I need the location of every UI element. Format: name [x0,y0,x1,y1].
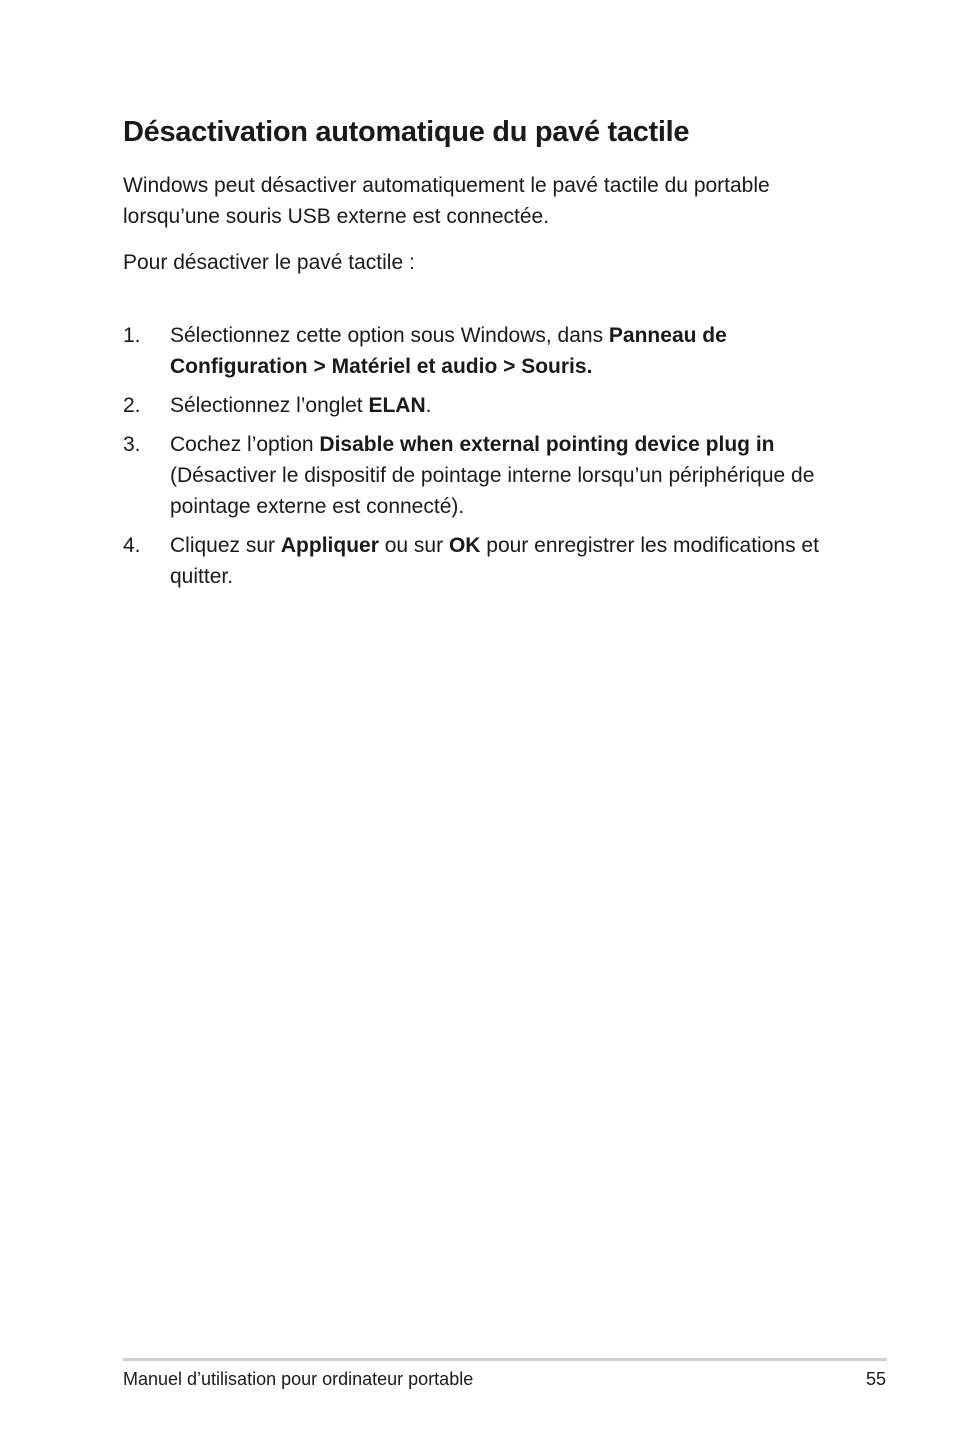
page-title: Désactivation automatique du pavé tactile [123,116,690,148]
step-bold-text: Appliquer [280,534,379,557]
step-bold-text: Panneau de Configuration [170,324,727,378]
footer-title: Manuel d’utilisation pour ordinateur portable [123,1369,474,1389]
step-separator: > [307,355,332,378]
intro-paragraph: Windows peut désactiver automatiquement le pavé tactile du portable lorsqu’une souris USB externe est connectée. [123,174,770,228]
step-text: (Désactiver le dispositif de pointage interne lorsqu’un périphérique de pointage externe est connecté). [170,464,815,518]
list-item [123,429,823,522]
step-text: ou sur [378,534,449,557]
step-text: Sélectionnez cette option sous Windows, dans [170,324,609,347]
step-number: 4. [123,534,141,557]
step-text: Sélectionnez l’onglet [170,394,369,417]
step-separator: > [497,355,522,378]
list-item [123,320,823,382]
step-text: pour enregistrer les modifications et quitter. [170,534,819,588]
list-item [123,530,823,592]
lead-paragraph: Pour désactiver le pavé tactile : [123,251,415,274]
step-text: . [425,394,432,417]
footer-divider [123,1358,887,1361]
step-number: 1. [123,324,141,347]
step-text: Cliquez sur [170,534,281,557]
step-number: 2. [123,394,141,417]
step-bold-text: Matériel et audio [331,355,498,378]
steps-list [123,320,823,600]
list-item [123,390,823,421]
step-bold-text: OK [448,534,481,557]
step-bold-text: Disable when external pointing device plug in [319,433,775,456]
step-bold-text: Souris. [521,355,593,378]
page-number: 55 [865,1369,886,1389]
step-number: 3. [123,433,141,456]
step-bold-text: ELAN [368,394,426,417]
step-text: Cochez l’option [170,433,320,456]
